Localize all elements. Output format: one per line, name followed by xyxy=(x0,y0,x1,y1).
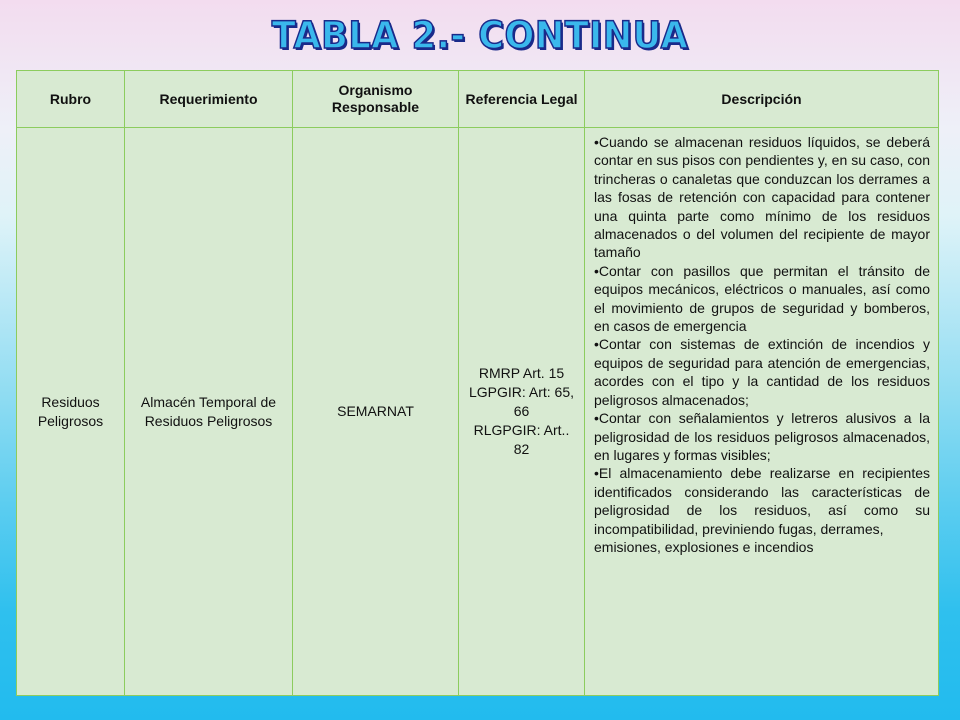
description-bullet: •Contar con sistemas de extinción de incendios y equipos de seguridad para atención de emergencias, acordes con el tipo y la cantidad de los residuos peligrosos almacenados; xyxy=(594,336,930,408)
header-referencia: Referencia Legal xyxy=(459,71,585,128)
cell-rubro: Residuos Peligrosos xyxy=(17,128,125,696)
requirements-table xyxy=(16,70,939,696)
referencia-line: RMRP Art. 15 xyxy=(478,365,565,381)
header-descripcion: Descripción xyxy=(585,71,939,128)
description-bullet: •Contar con pasillos que permitan el tránsito de equipos mecánicos, eléctricos o manuales, así como el movimiento de grupos de seguridad y bomberos, en casos de emergencia xyxy=(594,262,930,335)
description-tail: emisiones, explosiones e incendios xyxy=(594,538,814,555)
cell-organismo: SEMARNAT xyxy=(293,128,459,696)
description-bullet: •El almacenamiento debe realizarse en recipientes identificados considerando las características de peligrosidad de los residuos, así como su incompatibilidad, previniendo fugas, derrames, xyxy=(594,465,930,537)
referencia-line: RLGPGIR: Art.. 82 xyxy=(473,422,570,457)
cell-requerimiento: Almacén Temporal de Residuos Peligrosos xyxy=(125,128,293,696)
header-requerimiento: Requerimiento xyxy=(125,71,293,128)
header-rubro: Rubro xyxy=(17,71,125,128)
referencia-line: LGPGIR: Art: 65, 66 xyxy=(468,384,575,419)
cell-referencia xyxy=(459,128,585,696)
table-row xyxy=(17,128,939,696)
cell-descripcion xyxy=(585,128,939,696)
header-organismo: Organismo Responsable xyxy=(293,71,459,128)
description-bullet: •Cuando se almacenan residuos líquidos, se deberá contar en sus pisos con pendientes y, en su caso, con trincheras o canaletas que conduzcan los derrames a las fosas de retención con capacidad para contener una quinta parte como mínimo de los residuos almacenados o del volumen del recipiente de mayor tamaño xyxy=(594,134,930,261)
description-bullet: •Contar con señalamientos y letreros alusivos a la peligrosidad de los residuos peligrosos almacenados, en lugares y formas visibles; xyxy=(594,410,930,463)
slide-title: TABLA 2.- CONTINUA xyxy=(271,14,689,57)
header-row xyxy=(17,71,939,128)
